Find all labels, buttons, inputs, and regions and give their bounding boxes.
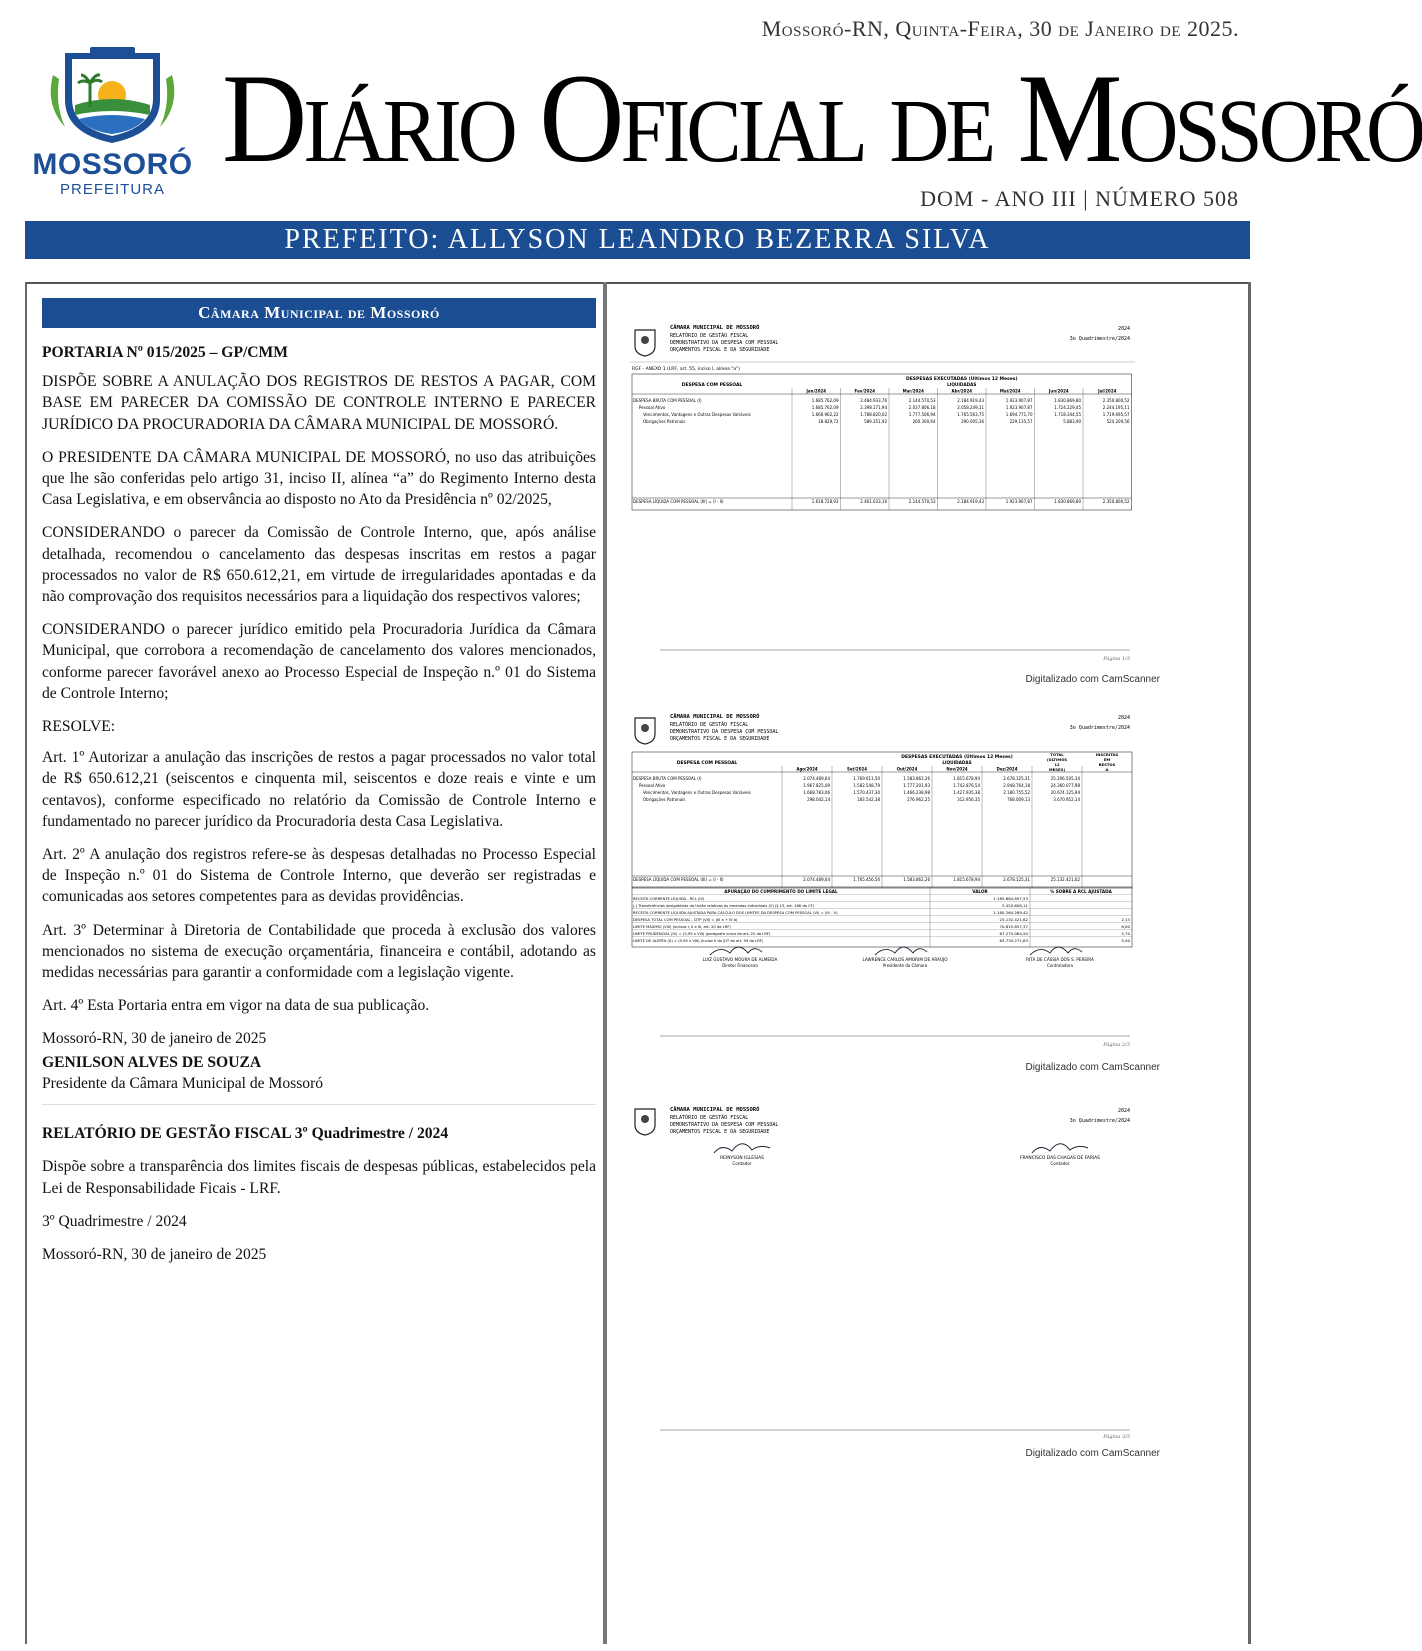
signature-name: LUIZ GUSTAVO MOURA DE ALMEIDA	[702, 957, 778, 962]
frame-divider-left	[25, 282, 27, 1644]
table-head: DESPESAS EXECUTADAS (Últimos 12 Meses)	[901, 755, 1013, 760]
scan-l4: ORÇAMENTOS FISCAL E DA SEGURIDADE	[670, 1129, 770, 1135]
table-cell: 2.244.195,11	[1102, 405, 1130, 410]
limits-col: VALOR	[972, 889, 988, 894]
table-cell: 1.583.862,26	[903, 776, 930, 781]
relatorio-title: RELATÓRIO DE GESTÃO FISCAL 3º Quadrimestre / 2024	[42, 1125, 449, 1143]
table-col-title: DESPESA COM PESSOAL	[676, 761, 738, 766]
table-total-cell: 1.583.862,26	[903, 877, 930, 882]
signature-role: Contador	[1050, 1161, 1070, 1166]
section-header: Câmara Municipal de Mossoró	[42, 298, 596, 328]
scanned-page-2	[630, 710, 1170, 1073]
table-cell: 1.815.678,94	[953, 776, 980, 781]
table-cell: 2.144.570,53	[908, 398, 936, 403]
scan-logo-icon	[635, 1109, 655, 1135]
signature-scribble	[1030, 947, 1082, 955]
table-row-label: Obrigações Patronais	[643, 797, 686, 802]
limits-col: % SOBRE A RCL AJUSTADA	[1050, 889, 1112, 894]
table-total-cell: 1.618.728,93	[811, 499, 839, 504]
table-cell: 5.883,90	[1063, 419, 1081, 424]
table-month: EM	[1103, 757, 1111, 762]
limits-table	[632, 887, 1132, 947]
camscanner-label: Digitalizado com CamScanner	[1025, 674, 1160, 685]
table-cell: 1.724.229,45	[1054, 405, 1081, 410]
city-seal-icon	[45, 45, 180, 145]
table-total-cell: 25.132.421,62	[1050, 877, 1080, 882]
table-cell: 2.350.800,52	[1102, 398, 1130, 403]
frame-divider-middle	[603, 282, 607, 1644]
table-month: INSCRITAS	[1095, 752, 1119, 757]
limits-label: (-) Transferências obrigatórias da União relativas às emendas individuais (V) (§ 13, art. 166 da CF)	[633, 904, 815, 908]
table-cell: 524.209,56	[1106, 419, 1130, 424]
considering-1: CONSIDERANDO o parecer da Comissão de Controle Interno, que, após análise detalhada, recomendou o cancelamento das despesas inscritas em restos a pagar processados no valor de R$ 650.612,21, em virtude de irregularidades apontadas e da não comprovação dos requisitos necessários para a liquidação dos respectivos valores;	[42, 524, 596, 606]
table-cell: 2.678.125,31	[1003, 776, 1030, 781]
signature-scribble	[875, 947, 927, 955]
table-row-label: DESPESA BRUTA COM PESSOAL (I)	[633, 398, 702, 403]
table-cell: 1.967.825,09	[803, 783, 830, 788]
camscanner-label: Digitalizado com CamScanner	[1025, 1448, 1160, 1459]
table-cell: 2.398.171,94	[860, 405, 887, 410]
table-total-cell: 1.830.869,80	[1054, 499, 1081, 504]
table-total-cell: 2.184.919,43	[957, 499, 984, 504]
limits-pct: 5,70	[1121, 931, 1130, 936]
table-month: 12	[1054, 762, 1060, 767]
signature-scribble	[710, 947, 762, 955]
signer-name: GENILSON ALVES DE SOUZA	[42, 1053, 262, 1071]
table-cell: 589.351,92	[864, 419, 887, 424]
table-total-cell: 1.765.456,56	[853, 877, 880, 882]
table-month: Set/2024	[846, 766, 868, 772]
logo-name: MOSSORÓ	[32, 148, 193, 181]
table-month: A	[1105, 767, 1109, 772]
table-month: Out/2024	[896, 766, 918, 772]
table-cell: 25.206.505,34	[1050, 776, 1080, 781]
resolve-label: RESOLVE:	[42, 718, 116, 736]
portaria-summary: DISPÕE SOBRE A ANULAÇÃO DOS REGISTROS DE RESTOS A PAGAR, COM BASE EM PARECER DA COMISSÃO DE CONTROLE INTERNO E PARECER JURÍDICO DA PROCURADORIA DA CÂMARA MUNICIPAL DE MOSSORÓ.	[42, 373, 596, 433]
signature-role: Presidente da Câmara	[882, 963, 928, 968]
table-cell: 20.674.125,94	[1050, 790, 1080, 795]
table-month: TOTAL	[1050, 752, 1064, 757]
table-cell: 18.829,72	[818, 419, 839, 424]
signature-scribble	[1032, 1144, 1088, 1153]
scan-year: 2024	[1117, 326, 1130, 332]
table-cell: 183.542,38	[857, 797, 880, 802]
table-border	[632, 374, 1132, 510]
table-cell: 3.670.952,14	[1053, 797, 1080, 802]
table-cell: 298.042,14	[807, 797, 830, 802]
table-cell: 1.718.344,55	[1054, 412, 1081, 417]
table-cell: 1.685.762,09	[811, 405, 839, 410]
scan-annex: RGF - ANEXO 1 (LRF, art. 55, inciso I, alínea "a")	[632, 367, 740, 372]
left-column	[42, 298, 596, 1265]
table-cell: 1.742.876,54	[953, 783, 980, 788]
scan-l3: DEMONSTRATIVO DA DESPESA COM PESSOAL	[670, 729, 779, 735]
table-month: Ago/2024	[796, 766, 818, 772]
limits-pct: 5,40	[1121, 938, 1130, 943]
scan-l2: RELATÓRIO DE GESTÃO FISCAL	[670, 333, 749, 339]
limits-pct: 6,00	[1121, 924, 1130, 929]
table-total-label: DESPESA LÍQUIDA COM PESSOAL (III) = (I - II)	[633, 499, 724, 504]
signature-name: FRANCISCO DAS CHAGAS DE FARIAS	[1020, 1156, 1100, 1161]
limits-value: 67.275.064,50	[999, 931, 1028, 936]
table-month: Mar/2024	[902, 388, 924, 394]
table-row-label: Pessoal Ativo	[639, 783, 666, 788]
table-cell: 1.788.820,02	[860, 412, 887, 417]
table-cell: 1.830.869,80	[1054, 398, 1081, 403]
article-2: Art. 2º A anulação dos registros refere-se às despesas detalhadas no Processo Especial de Inspeção n.º 01 do Sistema de Controle Interno, que deverão ser registradas e comunicadas aos setores competentes para as devidas providências.	[42, 846, 596, 906]
table-row-label: Pessoal Ativo	[639, 405, 666, 410]
portaria-title: PORTARIA Nº 015/2025 – GP/CMM	[42, 344, 288, 361]
scan-year: 2024	[1117, 715, 1130, 721]
table-month: RESTOS	[1098, 762, 1116, 767]
scan-svg	[630, 318, 1170, 670]
signer-role: Presidente da Câmara Municipal de Mossoró	[42, 1074, 324, 1092]
table-cell: 24.360.077,98	[1050, 783, 1080, 788]
article-4: Art. 4º Esta Portaria entra em vigor na data de sua publicação.	[42, 997, 430, 1015]
frame-divider-right	[1248, 282, 1251, 1644]
limits-head: APURAÇÃO DO CUMPRIMENTO DO LIMITE LEGAL	[724, 889, 838, 894]
limits-label: LIMITE DE ALERTA (X) = (0,90 x VIII) (inciso II do §1º do art. 59 da LRF)	[633, 939, 764, 943]
limits-pct: 2,13	[1121, 917, 1130, 922]
header-date: Mossoró-RN, Quinta-Feira, 30 de Janeiro de 2025.	[761, 16, 1239, 41]
table-total-cell: 2.144.570,53	[908, 499, 936, 504]
scan-period: 3o Quadrimestre/2024	[1069, 336, 1130, 342]
table-cell: 260.300,64	[912, 419, 936, 424]
scan-period: 3o Quadrimestre/2024	[1069, 1118, 1130, 1124]
limits-label: DESPESA TOTAL COM PESSOAL - DTP (VII) = (III a + III b)	[633, 918, 738, 922]
table-total-cell: 1.815.678,94	[953, 877, 980, 882]
portaria-preamble: O PRESIDENTE DA CÂMARA MUNICIPAL DE MOSSORÓ, no uso das atribuições que lhe são conferidas pelo artigo 31, inciso II, alínea “a” do Regimento Interno desta Casa Legislativa, e em observância ao disposto no Ato da Presidência nº 02/2025,	[42, 448, 596, 509]
scan-l4: ORÇAMENTOS FISCAL E DA SEGURIDADE	[670, 736, 770, 742]
table-cell: 2.074.489,64	[803, 776, 830, 781]
table-cell: 2.180.755,52	[1003, 790, 1030, 795]
table-cell: 1.923.907,87	[1005, 405, 1033, 410]
table-cell: 1.668.783,06	[803, 790, 830, 795]
table-cell: 1.694.771,70	[1005, 412, 1033, 417]
limits-value: 5.420.608,11	[1002, 903, 1028, 908]
signature-role: Contador	[732, 1161, 752, 1166]
table-month: Jun/2024	[1048, 388, 1069, 394]
scan-org: CÂMARA MUNICIPAL DE MOSSORÓ	[670, 1107, 760, 1113]
table-cell: 1.427.935,38	[953, 790, 980, 795]
signature-name: RITA DE CÁSSIA DOS S. PEREIRA	[1026, 957, 1094, 962]
table-cell: 2.058.249,11	[957, 405, 984, 410]
table-cell: 768.009,13	[1007, 797, 1030, 802]
table-cell: 2.037.806,18	[908, 405, 936, 410]
mayor-banner: PREFEITO: ALLYSON LEANDRO BEZERRA SILVA	[25, 221, 1250, 259]
scan-logo-icon	[635, 330, 655, 356]
table-cell: 2.948.764,18	[1003, 783, 1030, 788]
table-total-cell: 2.350.800,52	[1102, 499, 1130, 504]
table-row-label: Vencimentos, Vantagens e Outras Despesas Variáveis	[643, 790, 751, 795]
scan-org: CÂMARA MUNICIPAL DE MOSSORÓ	[670, 325, 760, 331]
scanned-page-3	[630, 1105, 1170, 1459]
relatorio-period: 3º Quadrimestre / 2024	[42, 1212, 187, 1230]
scan-svg	[630, 710, 1170, 1050]
table-cell: 312.956,35	[957, 797, 980, 802]
limits-value: 70.815.857,37	[999, 924, 1028, 929]
place-date: Mossoró-RN, 30 de janeiro de 2025	[42, 1030, 267, 1048]
limits-label: LIMITE MÁXIMO (VIII) (incisos I, II e III, art. 20 da LRF)	[633, 925, 731, 929]
table-cell: 229.135,57	[1009, 419, 1033, 424]
table-head: DESPESAS EXECUTADAS (Últimos 12 Meses)	[905, 377, 1018, 382]
scan-org: CÂMARA MUNICIPAL DE MOSSORÓ	[670, 714, 760, 720]
table-month: MESES)	[1048, 767, 1066, 772]
table-cell: 2.484.933,76	[860, 398, 887, 403]
table-cell: 1.769.611,50	[853, 776, 880, 781]
table-cell: 2.184.919,43	[957, 398, 984, 403]
table-cell: 1.765.563,75	[957, 412, 984, 417]
scan-l2: RELATÓRIO DE GESTÃO FISCAL	[670, 722, 749, 728]
scan-l4: ORÇAMENTOS FISCAL E DA SEGURIDADE	[670, 347, 770, 353]
table-row-label: Obrigações Patronais	[643, 419, 686, 424]
scan-year: 2024	[1117, 1108, 1130, 1114]
table-total-cell: 2.074.489,64	[803, 877, 830, 882]
table-month: Abr/2024	[951, 388, 973, 394]
scanned-page-1	[630, 318, 1170, 685]
edition-number: DOM - ANO III | NÚMERO 508	[920, 186, 1239, 211]
table-cell: 1.570.437,30	[853, 790, 880, 795]
table-month: Fev/2024	[854, 388, 875, 394]
table-month: (ÚLTIMOS	[1046, 757, 1068, 762]
limits-label: RECEITA CORRENTE LÍQUIDA - RCL (IV)	[633, 897, 705, 901]
camscanner-label: Digitalizado com CamScanner	[1025, 1062, 1160, 1073]
table-month: Jan/2024	[806, 388, 827, 394]
limits-label: LIMITE PRUDENCIAL (IX) = (0,95 x VIII) (parágrafo único do art. 22 da LRF)	[633, 932, 771, 936]
considering-2: CONSIDERANDO o parecer jurídico emitido pela Procuradoria Jurídica da Câmara Municipal, que corrobora a recomendação de cancelamento dos valores mencionados, conforme parecer favorável anexo ao Processo Especial de Inspeção n.º 01 do Sistema de Controle Interno;	[42, 621, 596, 702]
table-cell: 1.466.238,98	[903, 790, 930, 795]
expense-table-1	[632, 374, 1132, 510]
table-total-cell: 2.678.125,31	[1003, 877, 1030, 882]
limits-value: 1.185.684.897,53	[993, 896, 1028, 901]
table-subhead: LIQUIDADAS	[942, 760, 972, 765]
table-row-label: Vencimentos, Vantagens e Outras Despesas Variáveis	[643, 412, 751, 417]
article-3: Art. 3º Determinar à Diretoria de Contabilidade que proceda à exclusão dos valores mencionados no sistema de execução orçamentária, financeira e contábil, adotando as medidas necessárias para garantir a conformidade com a legislação vigente.	[42, 921, 596, 982]
relatorio-text: Dispõe sobre a transparência dos limites fiscais de despesas públicas, estabelecidos pela Lei de Responsabilidade Ficais - LRF.	[42, 1158, 596, 1197]
limits-value: 63.734.271,63	[999, 938, 1028, 943]
table-cell: 1.719.695,57	[1102, 412, 1130, 417]
signature-scribble	[714, 1144, 770, 1153]
limits-value: 25.132.421,62	[999, 917, 1028, 922]
table-cell: 1.923.907,87	[1005, 398, 1033, 403]
table-subhead: LIQUIDADAS	[947, 382, 977, 387]
table-cell: 276.962,25	[907, 797, 930, 802]
signature-role: Controladora	[1047, 963, 1073, 968]
table-row-label: DESPESA BRUTA COM PESSOAL (I)	[633, 776, 702, 781]
table-total-cell: 2.461.033,16	[860, 499, 887, 504]
expense-table-2	[632, 752, 1132, 888]
limits-value: 1.180.264.289,42	[993, 910, 1028, 915]
scan-footer: Página 2/3	[1103, 1042, 1130, 1048]
signature-block	[714, 1144, 1100, 1166]
table-cell: 1.582.548,79	[853, 783, 880, 788]
table-cell: 1.777.506,94	[908, 412, 936, 417]
table-cell: 1.666.962,22	[811, 412, 839, 417]
masthead-title: Diário Oficial de Mossoró	[222, 47, 1422, 190]
section-divider	[42, 1104, 596, 1105]
scan-period: 3o Quadrimestre/2024	[1069, 725, 1130, 731]
limits-label: RECEITA CORRENTE LÍQUIDA AJUSTADA PARA CÁLCULO DOS LIMITES DA DESPESA COM PESSOAL (VI) = (IV - V)	[633, 911, 838, 915]
article-1: Art. 1º Autorizar a anulação das inscrições de restos a pagar processados no valor total de R$ 650.612,21 (seiscentos e cinquenta mil, seiscentos e doze reais e vinte e um centavos), conforme especificado no relatório da Comissão de Controle Interno e fundamentado no parecer jurídico da Procuradoria desta Casa Legislativa.	[42, 749, 596, 830]
table-col-title: DESPESA COM PESSOAL	[681, 383, 743, 388]
table-month: Nov/2024	[946, 766, 968, 772]
table-month: Dez/2024	[996, 766, 1018, 772]
scan-l3: DEMONSTRATIVO DA DESPESA COM PESSOAL	[670, 1122, 779, 1128]
scan-l3: DEMONSTRATIVO DA DESPESA COM PESSOAL	[670, 340, 779, 346]
prefeitura-logo	[25, 45, 200, 205]
table-cell: 1.685.762,09	[811, 398, 839, 403]
scan-footer: Página 1/3	[1103, 656, 1130, 662]
scan-svg	[630, 1105, 1170, 1440]
signature-name: LAWRENCE CARLOS AMORIM DE ARAÚJO	[862, 957, 948, 962]
relatorio-place-date: Mossoró-RN, 30 de janeiro de 2025	[42, 1245, 267, 1263]
table-month: Mai/2024	[999, 388, 1021, 394]
table-total-cell: 1.923.907,87	[1005, 499, 1033, 504]
table-month: Jul/2024	[1098, 388, 1117, 394]
scan-l2: RELATÓRIO DE GESTÃO FISCAL	[670, 1115, 749, 1121]
table-cell: 1.777.201,93	[903, 783, 930, 788]
table-total-label: DESPESA LÍQUIDA COM PESSOAL (III) = (I - II)	[633, 877, 724, 882]
scan-footer: Página 3/3	[1103, 1434, 1130, 1440]
signature-name: REINYSON IGLESIAS	[720, 1156, 764, 1161]
signature-block	[703, 947, 1094, 968]
logo-subtitle: PREFEITURA	[59, 181, 165, 198]
scan-logo-icon	[635, 718, 655, 744]
signature-role: Diretor Financeiro	[722, 963, 758, 968]
limits-border	[632, 887, 1132, 947]
table-cell: 290.005,36	[961, 419, 984, 424]
